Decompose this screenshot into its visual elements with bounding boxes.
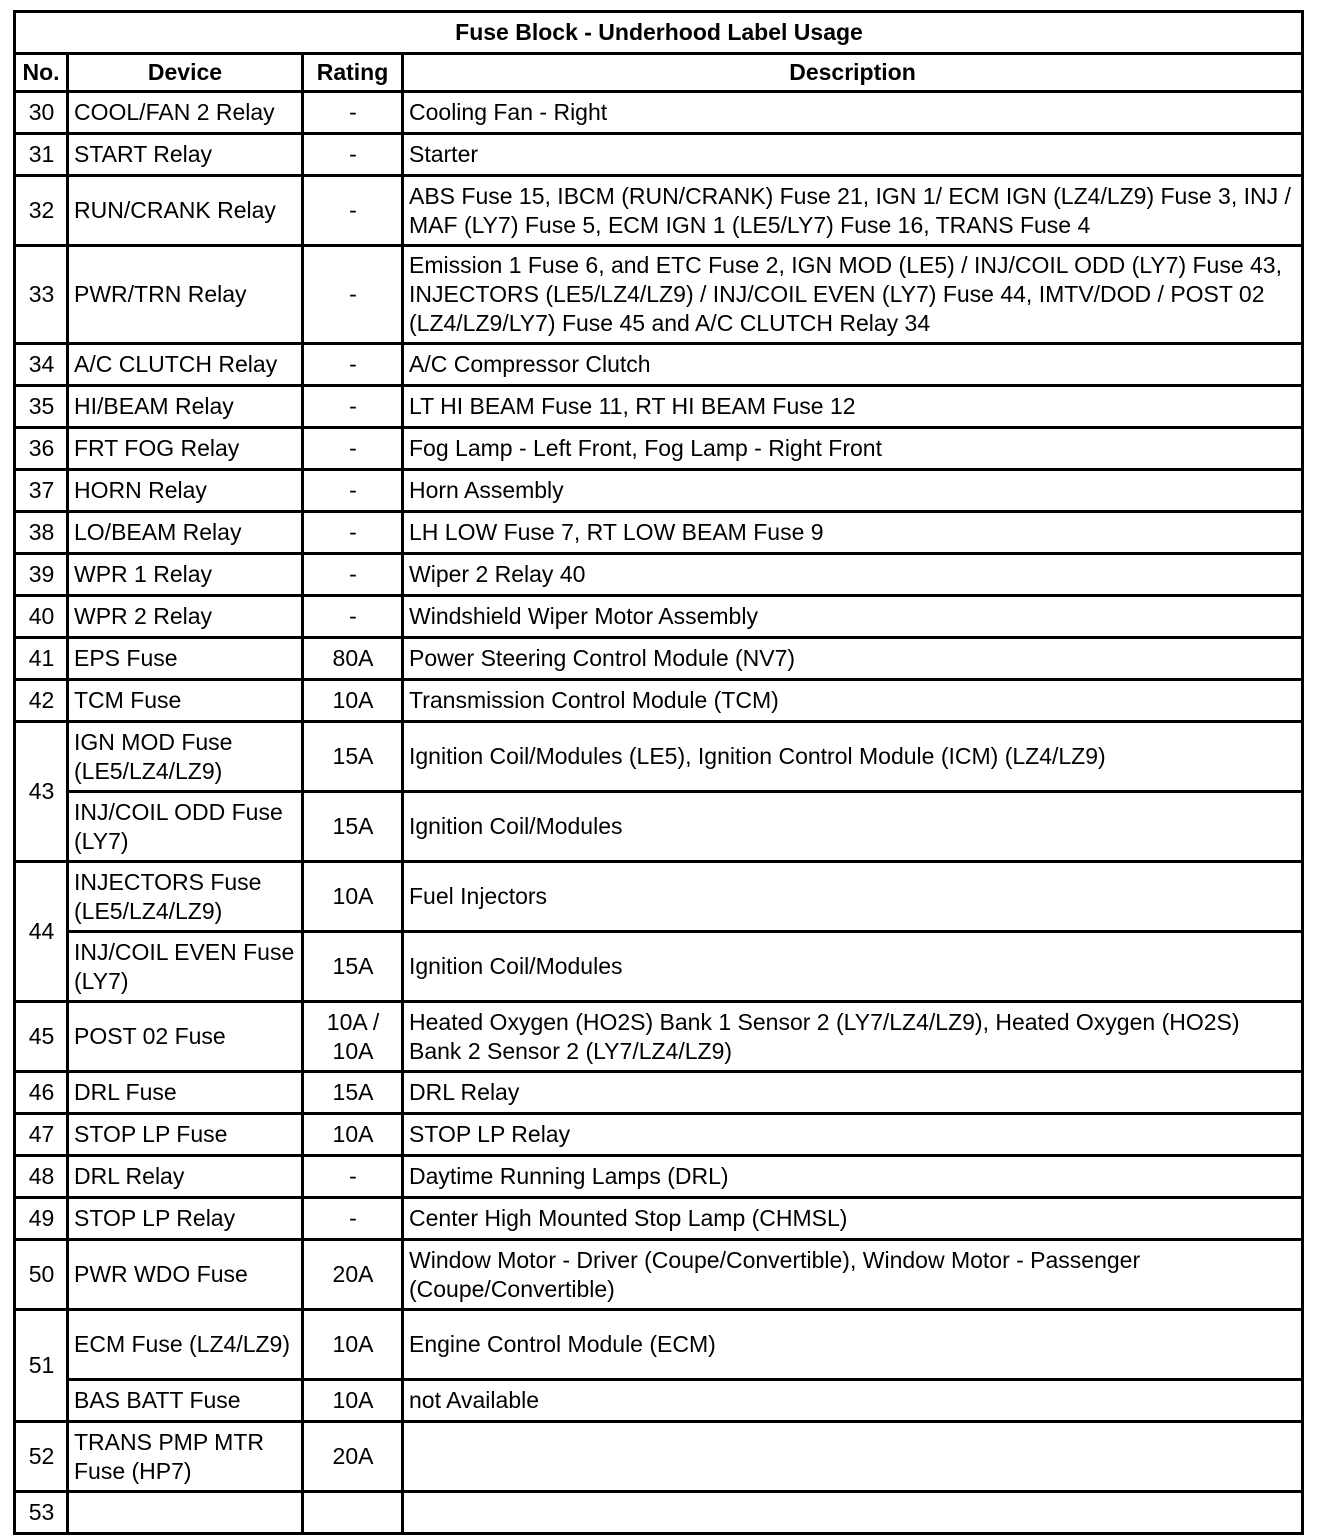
device-description: Engine Control Module (ECM) (403, 1310, 1303, 1380)
device-name: HORN Relay (68, 470, 303, 512)
fuse-rating: 20A (303, 1240, 403, 1310)
device-name: START Relay (68, 134, 303, 176)
device-name: INJECTORS Fuse (LE5/LZ4/LZ9) (68, 862, 303, 932)
device-name: PWR/TRN Relay (68, 246, 303, 344)
device-name: RUN/CRANK Relay (68, 176, 303, 246)
column-header-description: Description (403, 54, 1303, 92)
fuse-rating: 15A (303, 1072, 403, 1114)
fuse-number: 34 (15, 344, 68, 386)
fuse-number: 40 (15, 596, 68, 638)
fuse-rating: - (303, 386, 403, 428)
table-title: Fuse Block - Underhood Label Usage (15, 12, 1303, 54)
device-description (403, 1422, 1303, 1492)
fuse-rating: 20A (303, 1422, 403, 1492)
fuse-number: 49 (15, 1198, 68, 1240)
fuse-rating: - (303, 554, 403, 596)
device-name: LO/BEAM Relay (68, 512, 303, 554)
fuse-number: 30 (15, 92, 68, 134)
device-name: A/C CLUTCH Relay (68, 344, 303, 386)
device-description (403, 1492, 1303, 1534)
fuse-number: 37 (15, 470, 68, 512)
device-description: Windshield Wiper Motor Assembly (403, 596, 1303, 638)
fuse-rating: - (303, 92, 403, 134)
column-header-device: Device (68, 54, 303, 92)
fuse-number: 41 (15, 638, 68, 680)
device-description: Horn Assembly (403, 470, 1303, 512)
fuse-rating: 10A (303, 862, 403, 932)
device-name: POST 02 Fuse (68, 1002, 303, 1072)
fuse-rating: - (303, 344, 403, 386)
fuse-rating: 15A (303, 932, 403, 1002)
device-name: DRL Relay (68, 1156, 303, 1198)
fuse-rating (303, 1492, 403, 1534)
table-row (15, 1380, 1303, 1422)
device-description: Starter (403, 134, 1303, 176)
table-row (15, 792, 1303, 862)
table-row (15, 92, 1303, 134)
device-description: LT HI BEAM Fuse 11, RT HI BEAM Fuse 12 (403, 386, 1303, 428)
device-description: LH LOW Fuse 7, RT LOW BEAM Fuse 9 (403, 512, 1303, 554)
table-row (15, 512, 1303, 554)
table-row (15, 428, 1303, 470)
fuse-rating: 10A (303, 1114, 403, 1156)
fuse-rating: - (303, 512, 403, 554)
fuse-number: 43 (15, 722, 68, 862)
device-name: HI/BEAM Relay (68, 386, 303, 428)
fuse-rating: 10A (303, 1310, 403, 1380)
device-name: TRANS PMP MTR Fuse (HP7) (68, 1422, 303, 1492)
fuse-rating: 10A (303, 680, 403, 722)
fuse-number: 51 (15, 1310, 68, 1422)
table-row (15, 1240, 1303, 1310)
table-row (15, 932, 1303, 1002)
table-row (15, 246, 1303, 344)
table-row (15, 1422, 1303, 1492)
device-description: Wiper 2 Relay 40 (403, 554, 1303, 596)
fuse-number: 45 (15, 1002, 68, 1072)
device-description: Window Motor - Driver (Coupe/Convertible), Window Motor - Passenger (Coupe/Convertible) (403, 1240, 1303, 1310)
fuse-rating: - (303, 176, 403, 246)
device-name: DRL Fuse (68, 1072, 303, 1114)
fuse-rating: 10A / 10A (303, 1002, 403, 1072)
fuse-rating: 10A (303, 1380, 403, 1422)
fuse-rating: 80A (303, 638, 403, 680)
table-row (15, 1156, 1303, 1198)
device-name: BAS BATT Fuse (68, 1380, 303, 1422)
fuse-number: 48 (15, 1156, 68, 1198)
table-row (15, 386, 1303, 428)
table-row (15, 638, 1303, 680)
table-row (15, 134, 1303, 176)
device-description: Daytime Running Lamps (DRL) (403, 1156, 1303, 1198)
fuse-rating: - (303, 428, 403, 470)
table-row (15, 1072, 1303, 1114)
device-description: Ignition Coil/Modules (403, 932, 1303, 1002)
fuse-number: 33 (15, 246, 68, 344)
device-name: COOL/FAN 2 Relay (68, 92, 303, 134)
device-name: STOP LP Fuse (68, 1114, 303, 1156)
column-header-rating: Rating (303, 54, 403, 92)
device-name: INJ/COIL EVEN Fuse (LY7) (68, 932, 303, 1002)
device-description: Heated Oxygen (HO2S) Bank 1 Sensor 2 (LY7/LZ4/LZ9), Heated Oxygen (HO2S) Bank 2 Sensor 2 (LY7/LZ4/LZ9) (403, 1002, 1303, 1072)
device-description: Ignition Coil/Modules (LE5), Ignition Control Module (ICM) (LZ4/LZ9) (403, 722, 1303, 792)
device-name: INJ/COIL ODD Fuse (LY7) (68, 792, 303, 862)
device-description: Transmission Control Module (TCM) (403, 680, 1303, 722)
column-header-no: No. (15, 54, 68, 92)
table-row (15, 722, 1303, 792)
fuse-rating: - (303, 1198, 403, 1240)
fuse-number: 53 (15, 1492, 68, 1534)
device-description: Fuel Injectors (403, 862, 1303, 932)
device-name: WPR 1 Relay (68, 554, 303, 596)
device-name: IGN MOD Fuse (LE5/LZ4/LZ9) (68, 722, 303, 792)
fuse-number: 35 (15, 386, 68, 428)
table-row (15, 470, 1303, 512)
table-row (15, 554, 1303, 596)
device-name: FRT FOG Relay (68, 428, 303, 470)
table-row (15, 680, 1303, 722)
fuse-rating: - (303, 596, 403, 638)
table-row (15, 344, 1303, 386)
fuse-number: 36 (15, 428, 68, 470)
fuse-rating: 15A (303, 792, 403, 862)
table-row (15, 1310, 1303, 1380)
fuse-number: 46 (15, 1072, 68, 1114)
device-description: Cooling Fan - Right (403, 92, 1303, 134)
device-name (68, 1492, 303, 1534)
fuse-number: 39 (15, 554, 68, 596)
device-description: DRL Relay (403, 1072, 1303, 1114)
table-row (15, 1492, 1303, 1534)
fuse-number: 31 (15, 134, 68, 176)
fuse-rating: - (303, 246, 403, 344)
device-name: WPR 2 Relay (68, 596, 303, 638)
fuse-number: 32 (15, 176, 68, 246)
device-description: Power Steering Control Module (NV7) (403, 638, 1303, 680)
table-row (15, 1114, 1303, 1156)
device-name: PWR WDO Fuse (68, 1240, 303, 1310)
fuse-number: 47 (15, 1114, 68, 1156)
device-description: Emission 1 Fuse 6, and ETC Fuse 2, IGN MOD (LE5) / INJ/COIL ODD (LY7) Fuse 43, INJECTORS (LE5/LZ4/LZ9) / INJ/COIL EVEN (LY7) Fuse 44, IMTV/DOD / POST 02 (LZ4/LZ9/LY7) Fuse 45 and A/C CLUTCH Relay 34 (403, 246, 1303, 344)
fuse-number: 42 (15, 680, 68, 722)
fuse-rating: - (303, 1156, 403, 1198)
fuse-number: 38 (15, 512, 68, 554)
table-row (15, 596, 1303, 638)
table-row (15, 1002, 1303, 1072)
device-description: Center High Mounted Stop Lamp (CHMSL) (403, 1198, 1303, 1240)
fuse-rating: 15A (303, 722, 403, 792)
device-description: not Available (403, 1380, 1303, 1422)
fuse-rating: - (303, 470, 403, 512)
device-description: Ignition Coil/Modules (403, 792, 1303, 862)
fuse-rating: - (303, 134, 403, 176)
fuse-block-table (13, 10, 1304, 1535)
device-description: ABS Fuse 15, IBCM (RUN/CRANK) Fuse 21, IGN 1/ ECM IGN (LZ4/LZ9) Fuse 3, INJ / MAF (LY7) Fuse 5, ECM IGN 1 (LE5/LY7) Fuse 16, TRANS Fuse 4 (403, 176, 1303, 246)
device-description: STOP LP Relay (403, 1114, 1303, 1156)
fuse-number: 44 (15, 862, 68, 1002)
fuse-number: 52 (15, 1422, 68, 1492)
device-name: STOP LP Relay (68, 1198, 303, 1240)
table-row (15, 1198, 1303, 1240)
device-description: Fog Lamp - Left Front, Fog Lamp - Right Front (403, 428, 1303, 470)
table-row (15, 176, 1303, 246)
device-name: TCM Fuse (68, 680, 303, 722)
fuse-number: 50 (15, 1240, 68, 1310)
device-name: ECM Fuse (LZ4/LZ9) (68, 1310, 303, 1380)
device-name: EPS Fuse (68, 638, 303, 680)
table-row (15, 862, 1303, 932)
device-description: A/C Compressor Clutch (403, 344, 1303, 386)
